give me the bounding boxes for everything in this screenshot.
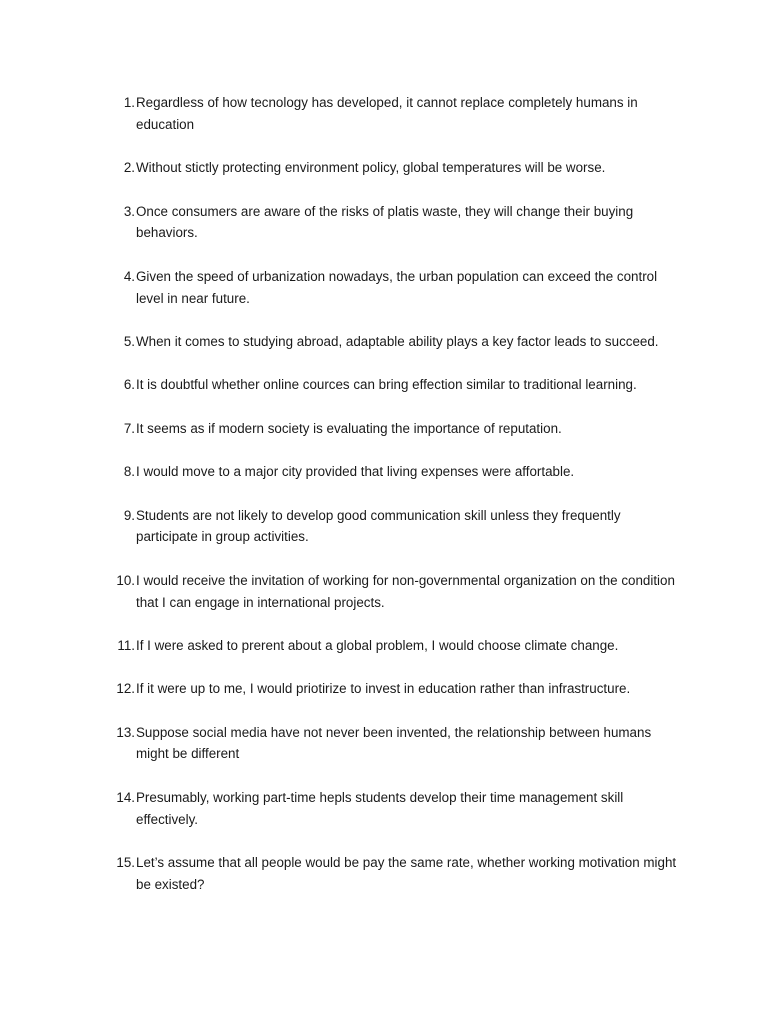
list-item bbox=[108, 570, 678, 614]
list-text: Without stictly protecting environment policy, global temperatures will be worse. bbox=[136, 160, 606, 176]
list-number: 9. bbox=[123, 507, 135, 523]
list-text: When it comes to studying abroad, adaptable ability plays a key factor leads to succeed. bbox=[136, 333, 659, 349]
list-number: 8. bbox=[123, 464, 135, 480]
sentence-list bbox=[108, 92, 678, 917]
list-number: 11. bbox=[117, 637, 135, 653]
list-number: 6. bbox=[123, 377, 135, 393]
list-text: Given the speed of urbanization nowadays, the urban population can exceed the control level in near future. bbox=[136, 268, 658, 306]
list-text: Regardless of how tecnology has developed, it cannot replace completely humans in education bbox=[136, 95, 638, 132]
list-number: 5. bbox=[123, 333, 135, 349]
list-item bbox=[108, 157, 678, 179]
list-text: Students are not likely to develop good communication skill unless they frequently participate in group activities. bbox=[136, 507, 621, 545]
list-item bbox=[108, 461, 678, 483]
list-text: Once consumers are aware of the risks of platis waste, they will change their buying behaviors. bbox=[136, 203, 634, 241]
list-item bbox=[108, 331, 678, 353]
list-item bbox=[108, 787, 678, 831]
list-text: I would receive the invitation of working for non-governmental organization on the condition that I can engage in international projects. bbox=[136, 572, 675, 610]
list-item bbox=[108, 374, 678, 396]
list-item bbox=[108, 852, 678, 896]
list-item bbox=[108, 505, 678, 549]
list-number: 10. bbox=[116, 572, 135, 588]
list-item bbox=[108, 635, 678, 657]
list-item bbox=[108, 418, 678, 440]
list-text: It seems as if modern society is evaluating the importance of reputation. bbox=[136, 420, 562, 436]
list-number: 4. bbox=[123, 268, 135, 284]
list-text: Presumably, working part-time hepls students develop their time management skill effectively. bbox=[136, 789, 624, 827]
list-number: 15. bbox=[116, 855, 135, 871]
list-item bbox=[108, 201, 678, 245]
list-number: 13. bbox=[116, 724, 135, 740]
list-number: 7. bbox=[123, 420, 135, 436]
list-text: If I were asked to prerent about a global problem, I would choose climate change. bbox=[136, 637, 619, 653]
list-number: 1. bbox=[123, 95, 135, 110]
list-number: 2. bbox=[123, 160, 135, 176]
list-number: 12. bbox=[116, 681, 135, 697]
list-text: Let’s assume that all people would be pay the same rate, whether working motivation might be existed? bbox=[136, 855, 677, 892]
list-number: 14. bbox=[116, 789, 135, 805]
list-item bbox=[108, 722, 678, 766]
list-text: Suppose social media have not never been invented, the relationship between humans might be different bbox=[136, 724, 652, 762]
list-item bbox=[108, 92, 678, 136]
list-item bbox=[108, 266, 678, 310]
list-item bbox=[108, 678, 678, 700]
list-text: It is doubtful whether online cources can bring effection similar to traditional learning. bbox=[136, 377, 637, 393]
list-text: If it were up to me, I would priotirize to invest in education rather than infrastructure. bbox=[136, 681, 631, 697]
list-text: I would move to a major city provided that living expenses were affortable. bbox=[136, 464, 575, 480]
list-number: 3. bbox=[123, 203, 135, 219]
